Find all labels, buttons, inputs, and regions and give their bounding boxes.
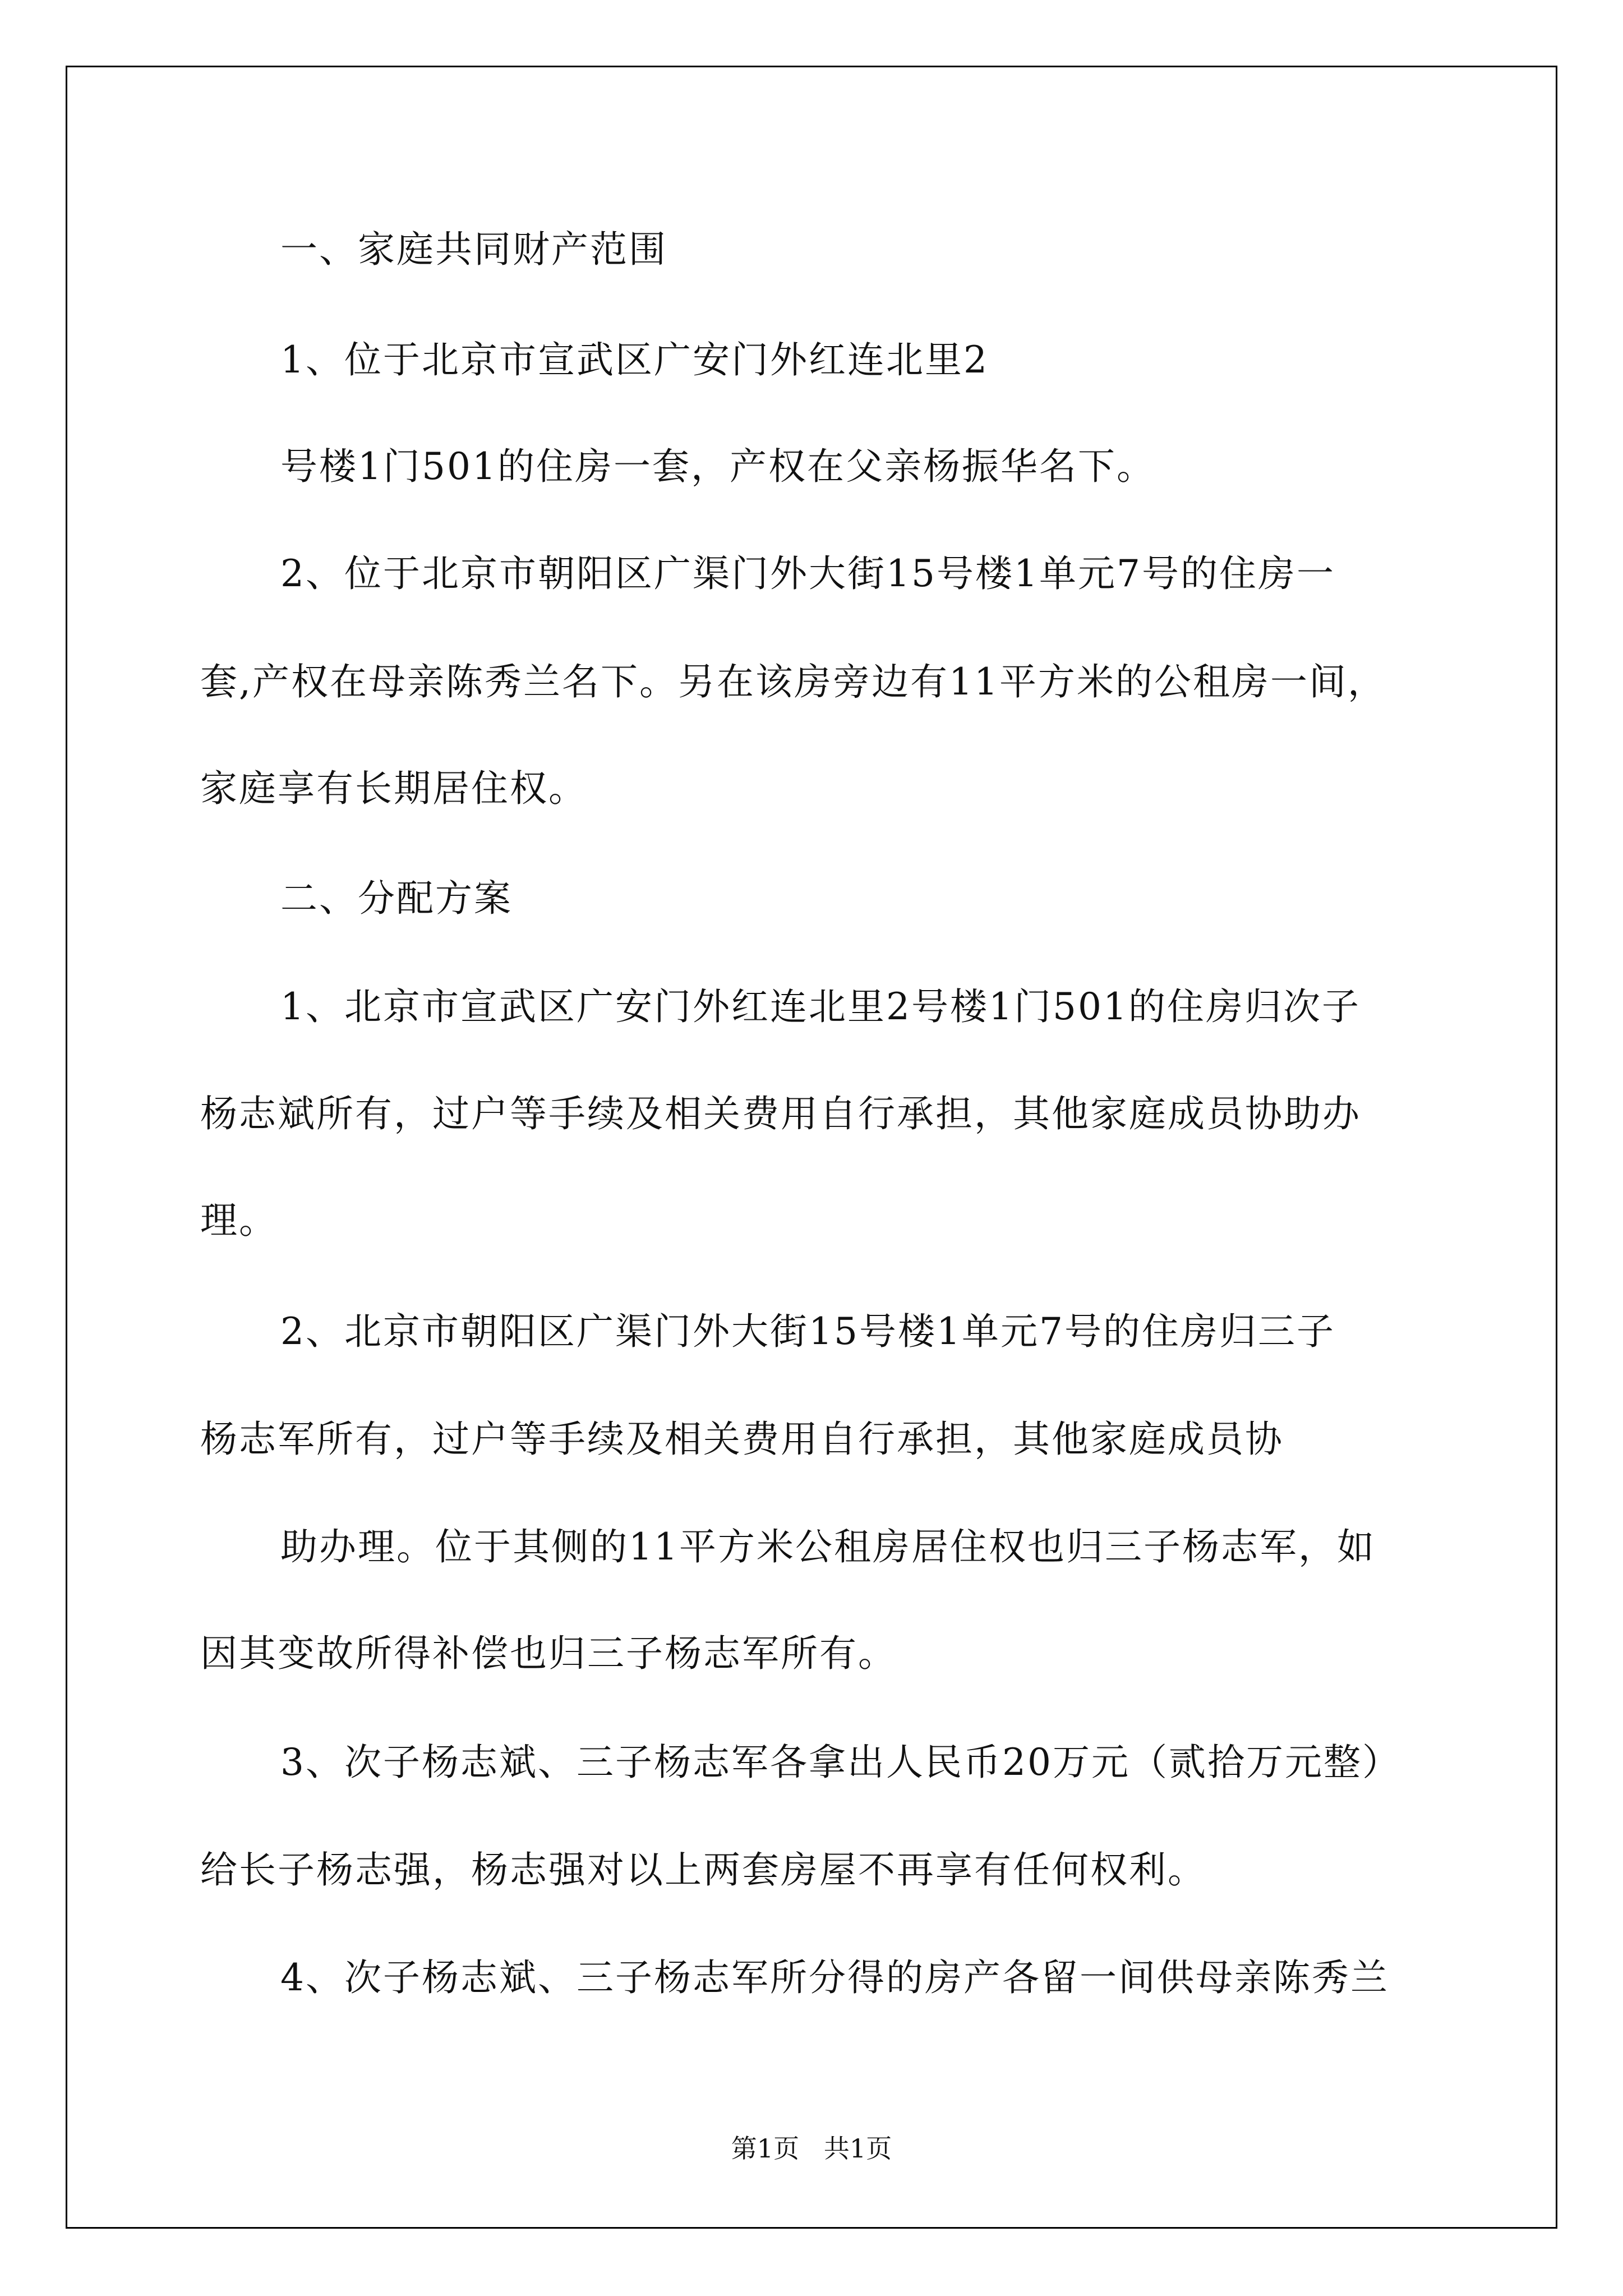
paragraph-line: 2、位于北京市朝阳区广渠门外大街15号楼1单元7号的住房一 — [280, 552, 1335, 595]
paragraph-line: 助办理。位于其侧的11平方米公租房居住权也归三子杨志军，如 — [280, 1525, 1376, 1568]
paragraph-line: 2、北京市朝阳区广渠门外大街15号楼1单元7号的住房归三子 — [280, 1310, 1335, 1353]
paragraph-line: 3、次子杨志斌、三子杨志军各拿出人民币20万元（贰拾万元整） — [280, 1741, 1401, 1784]
paragraph-line: 给长子杨志强，杨志强对以上两套房屋不再享有任何权利。 — [200, 1848, 1206, 1892]
paragraph-line: 理。 — [200, 1199, 278, 1242]
paragraph-line: 4、次子杨志斌、三子杨志军所分得的房产各留一间供母亲陈秀兰 — [280, 1956, 1389, 1999]
section-heading-shared-property: 一、家庭共同财产范围 — [280, 228, 667, 271]
paragraph-line: 套,产权在母亲陈秀兰名下。另在该房旁边有11平方米的公租房一间， — [200, 660, 1386, 703]
paragraph-line: 家庭享有长期居住权。 — [200, 767, 587, 810]
paragraph-line: 1、位于北京市宣武区广安门外红连北里2 — [280, 338, 989, 381]
paragraph-line: 1、北京市宣武区广安门外红连北里2号楼1门501的住房归次子 — [280, 985, 1361, 1028]
paragraph-line: 杨志斌所有，过户等手续及相关费用自行承担，其他家庭成员协助办 — [200, 1092, 1361, 1135]
page-number-footer: 第1页 共1页 — [731, 2133, 892, 2164]
paragraph-line: 号楼1门501的住房一套，产权在父亲杨振华名下。 — [280, 445, 1155, 488]
paragraph-line: 杨志军所有，过户等手续及相关费用自行承担，其他家庭成员协 — [200, 1418, 1284, 1461]
section-heading-distribution-plan: 二、分配方案 — [280, 877, 513, 920]
page-border — [66, 66, 1557, 2229]
paragraph-line: 因其变故所得补偿也归三子杨志军所有。 — [200, 1632, 897, 1675]
